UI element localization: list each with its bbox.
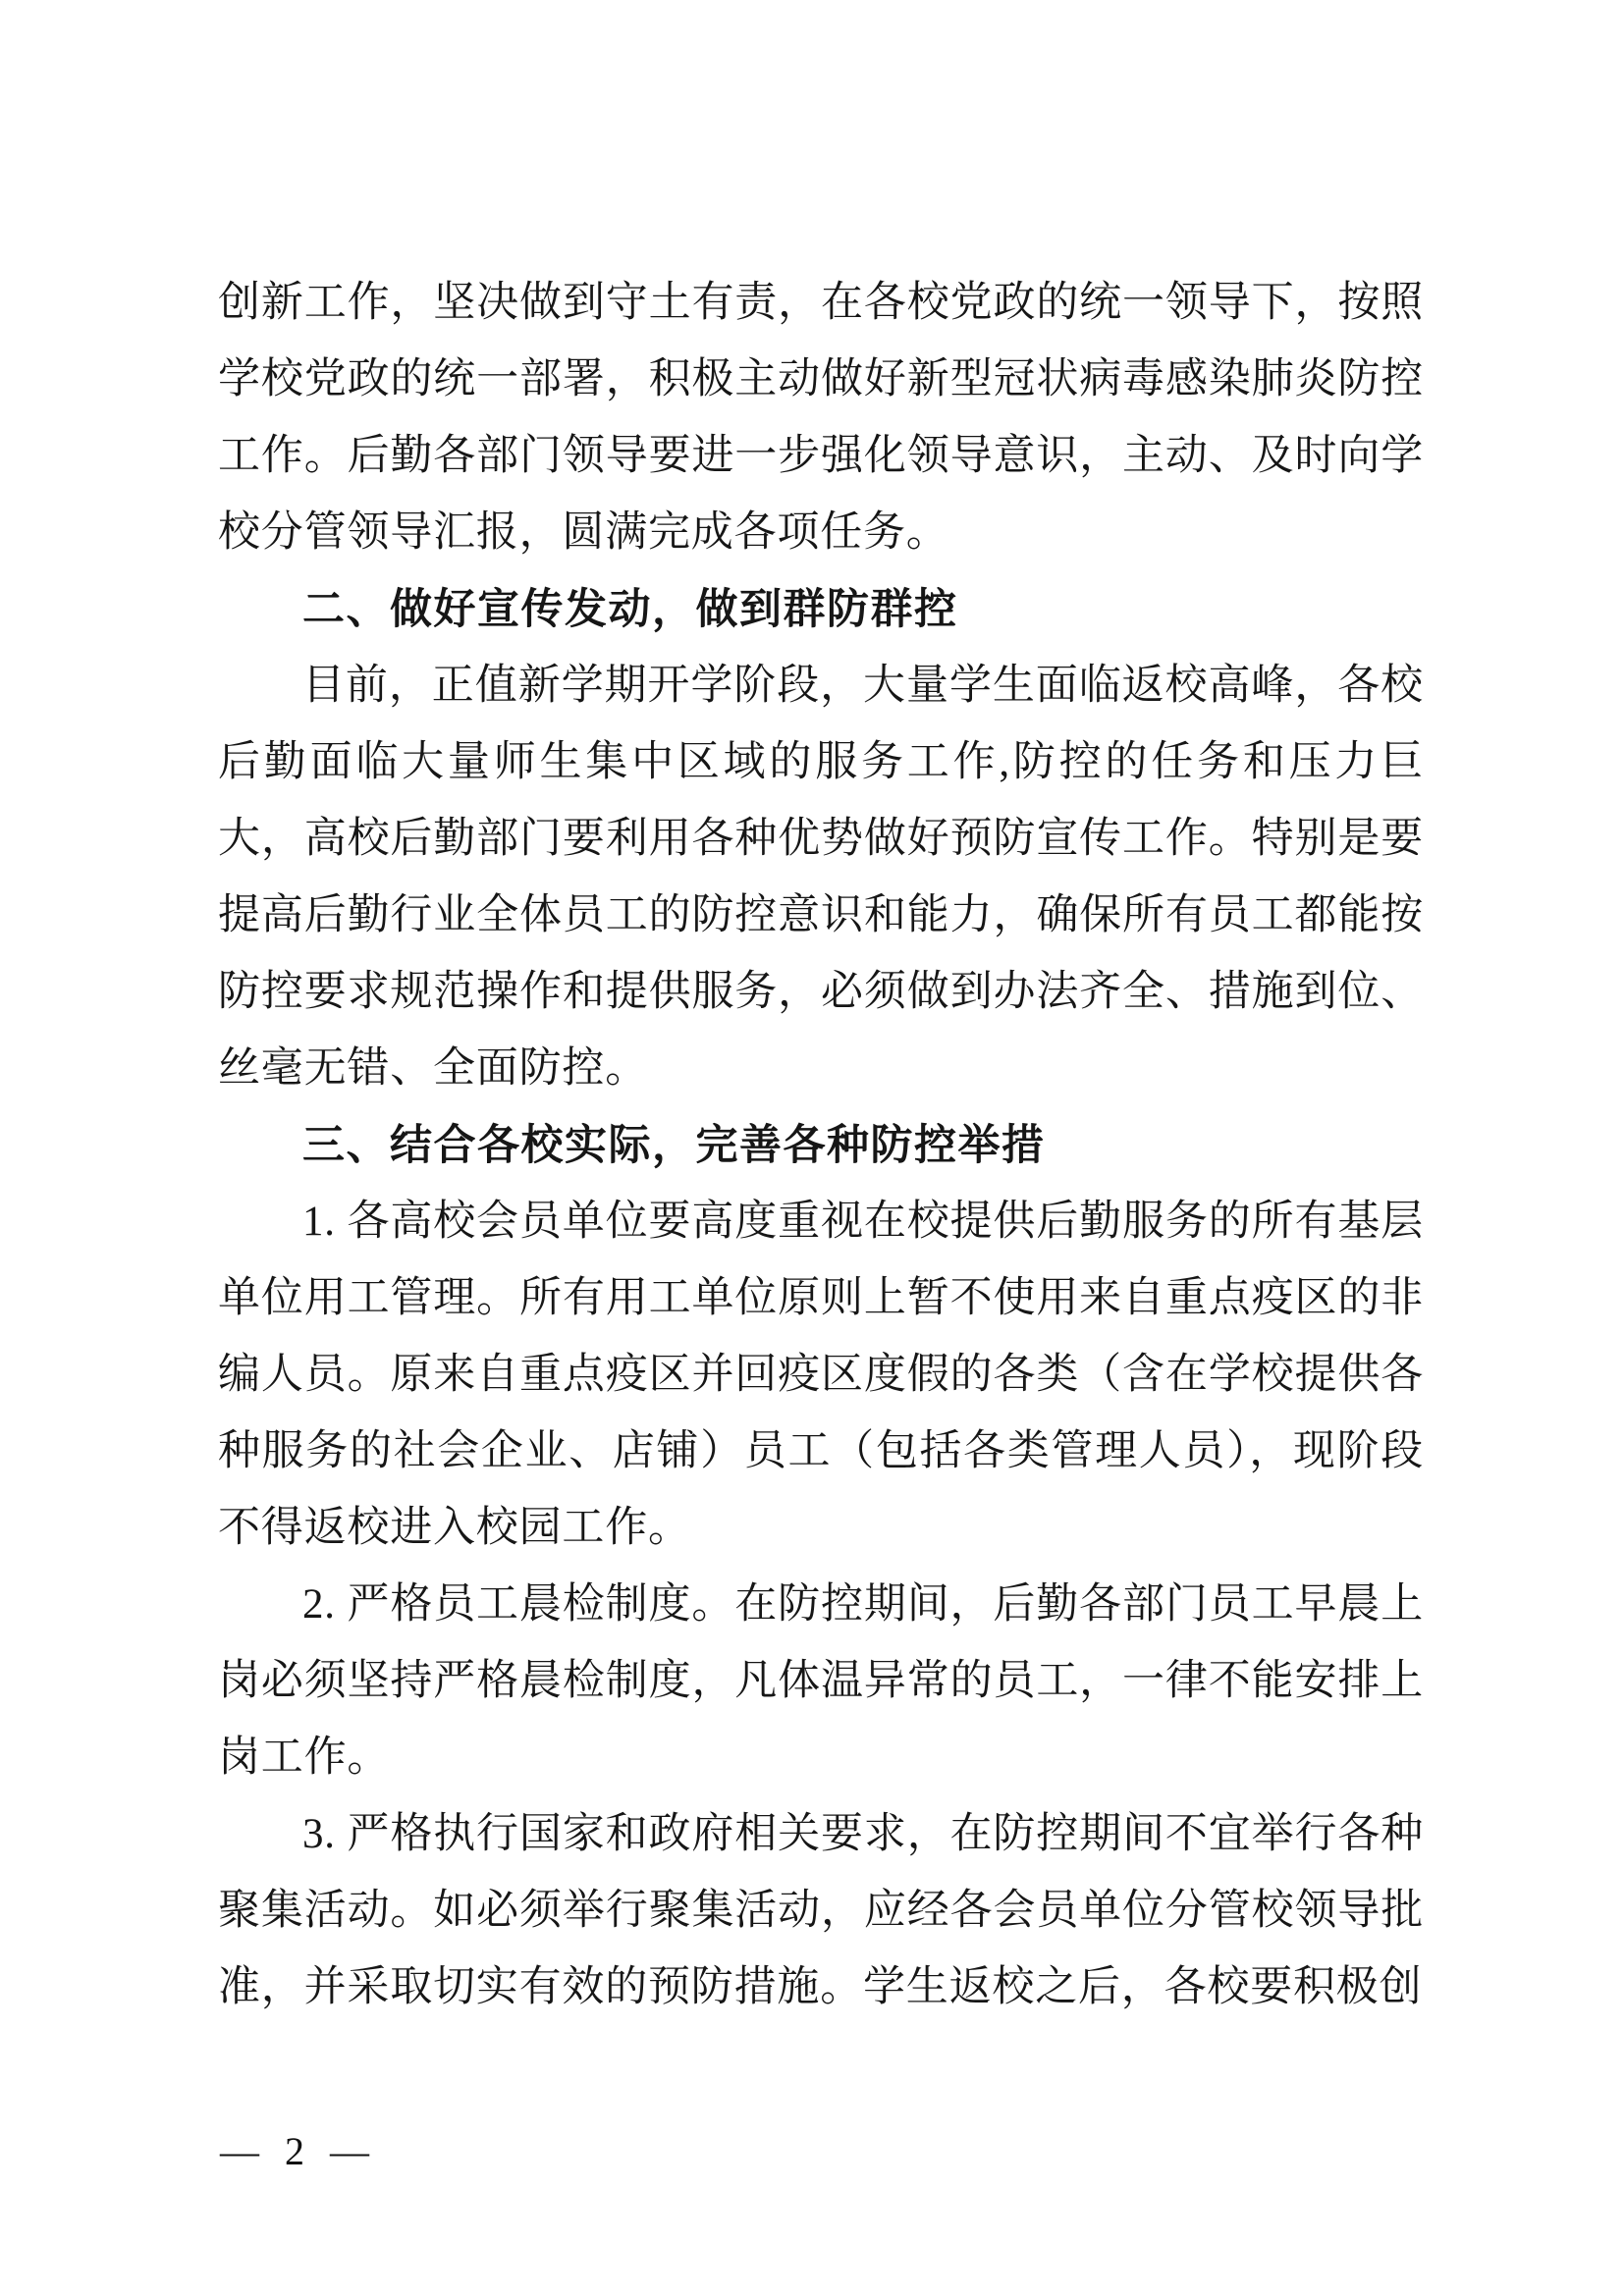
paragraph-item-1: 1. 各高校会员单位要高度重视在校提供后勤服务的所有基层单位用工管理。所有用工单位原则上暂不使用来自重点疫区的非编人员。原来自重点疫区并回疫区度假的各类（含在学校提供各种服务的社会企业、店铺）员工（包括各类管理人员），现阶段不得返校进入校园工作。 bbox=[218, 1199, 1424, 1551]
document-body bbox=[218, 265, 1424, 2026]
page-number: — 2 — bbox=[220, 2129, 377, 2173]
section-heading-2: 二、做好宣传发动，做到群防群控 bbox=[302, 586, 958, 633]
section-heading-3: 三、结合各校实际，完善各种防控举措 bbox=[302, 1122, 1046, 1169]
paragraph-item-3: 3. 严格执行国家和政府相关要求，在防控期间不宜举行各种聚集活动。如必须举行聚集活动，应经各会员单位分管校领导批准，并采取切实有效的预防措施。学生返校之后，各校要积极创 bbox=[218, 1811, 1424, 2010]
paragraph-continuation: 创新工作，坚决做到守土有责，在各校党政的统一领导下，按照学校党政的统一部署，积极主动做好新型冠状病毒感染肺炎防控工作。后勤各部门领导要进一步强化领导意识，主动、及时向学校分管领导汇报，圆满完成各项任务。 bbox=[218, 280, 1424, 556]
paragraph-item-2: 2. 严格员工晨检制度。在防控期间，后勤各部门员工早晨上岗必须坚持严格晨检制度，凡体温异常的员工，一律不能安排上岗工作。 bbox=[218, 1581, 1424, 1781]
paragraph-section-2-body: 目前，正值新学期开学阶段，大量学生面临返校高峰，各校后勤面临大量师生集中区域的服务工作,防控的任务和压力巨大，高校后勤部门要利用各种优势做好预防宣传工作。特别是要提高后勤行业全体员工的防控意识和能力，确保所有员工都能按防控要求规范操作和提供服务，必须做到办法齐全、措施到位、丝毫无错、全面防控。 bbox=[218, 663, 1424, 1092]
